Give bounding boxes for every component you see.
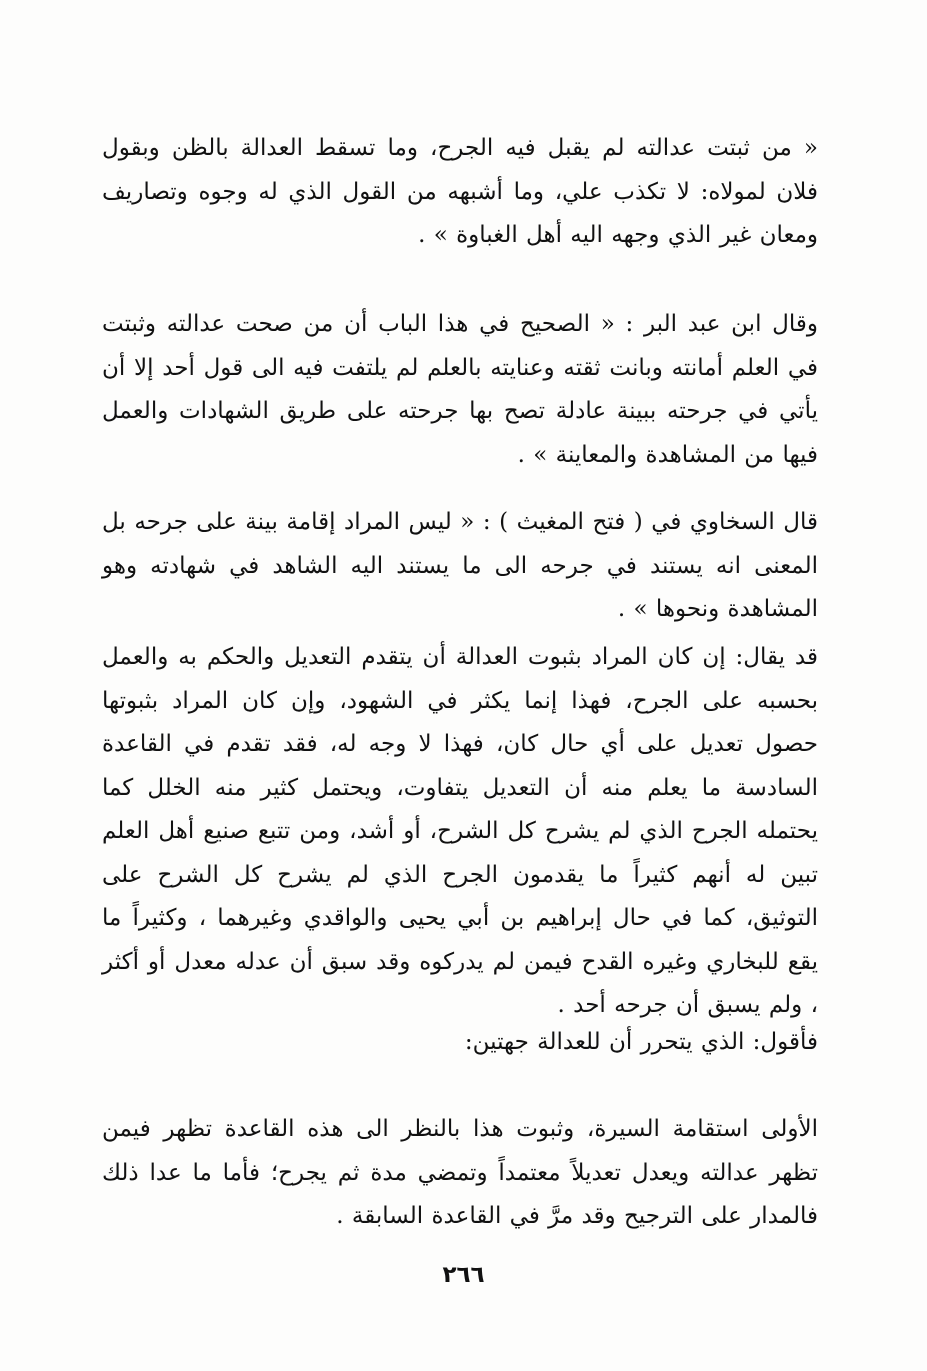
paragraph-objection [102,636,818,1028]
paragraph-text: وقال ابن عبد البر : « الصحيح في هذا الباب أن من صحت عدالته وثبتت في العلم أمانته وبانت ثقته وعنايته بالعلم لم يلتفت فيه الى قول أحد إلا أن يأتي في جرحته ببينة عادلة تصح بها جرحته على طريق الشهادات والعمل فيها من المشاهدة والمعاينة » . [102,311,818,468]
paragraph-text: قال السخاوي في ( فتح المغيث ) : « ليس المراد إقامة بينة على جرحه بل المعنى انه يستند في جرحه الى ما يستند اليه الشاهد في شهادته وهو المشاهدة ونحوها » . [102,509,818,622]
paragraph-ibn-abd-al-barr [102,303,818,477]
paragraph-text: فأقول: الذي يتحرر أن للعدالة جهتين: [464,1029,818,1055]
paragraph-author-statement [102,1021,818,1065]
page-number: ٢٦٦ [442,1262,485,1288]
paragraph-sakhawi [102,501,818,632]
paragraph-quote-continuation [102,127,818,258]
paragraph-text: قد يقال: إن كان المراد بثبوت العدالة أن يتقدم التعديل والحكم به والعمل بحسبه على الجرح، فهذا إنما يكثر في الشهود، وإن كان المراد بثبوتها حصول تعديل على أي حال كان، فهذا لا وجه له، فقد تقدم في القاعدة السادسة ما يعلم منه أن التعديل يتفاوت، ويحتمل كثير منه الخلل كما يحتمله الجرح الذي لم يشرح كل الشرح، أو أشد، ومن تتبع صنيع أهل العلم تبين له أنهم كثيراً ما يقدمون الجرح الذي لم يشرح كل الشرح على التوثيق، كما في حال إبراهيم بن أبي يحيى والواقدي وغيرهما ، وكثيراً ما يقع للبخاري وغيره القدح فيمن لم يدركوه وقد سبق أن عدله معدل أو أكثر ، ولم يسبق أن جرحه أحد . [102,644,818,1018]
paragraph-first-aspect [102,1108,818,1239]
paragraph-text: « من ثبتت عدالته لم يقبل فيه الجرح، وما تسقط العدالة بالظن وبقول فلان لمولاه: لا تكذب علي، وما أشبهه من القول الذي له وجوه وتصاريف ومعان غير الذي وجهه اليه أهل الغباوة » . [102,135,818,248]
paragraph-text: الأولى استقامة السيرة، وثبوت هذا بالنظر الى هذه القاعدة تظهر فيمن تظهر عدالته ويعدل تعديلاً معتمداً وتمضي مدة ثم يجرح؛ فأما ما عدا ذلك فالمدار على الترجيح وقد مرَّ في القاعدة السابقة . [102,1116,818,1229]
